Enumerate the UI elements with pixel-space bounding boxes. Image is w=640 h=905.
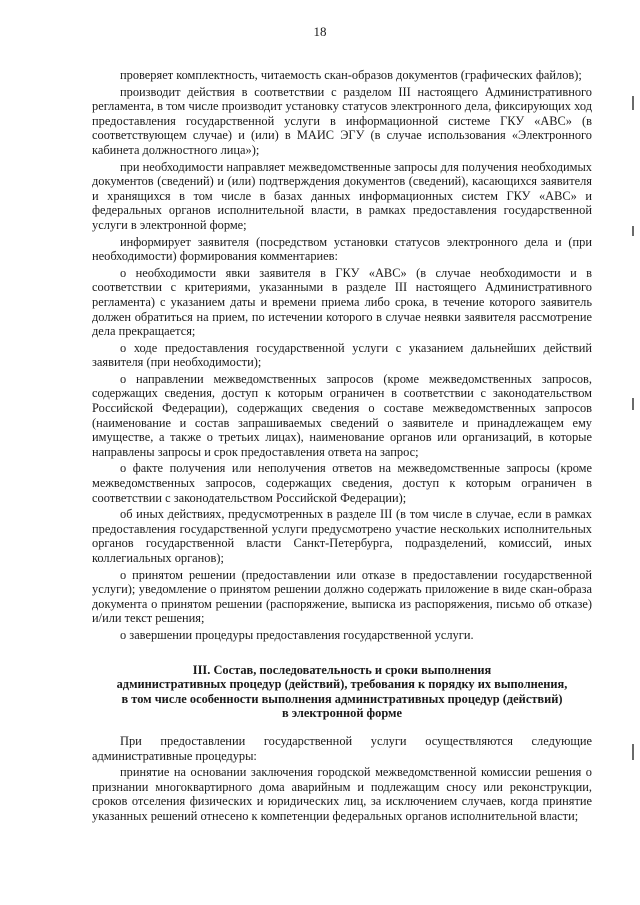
paragraph: при необходимости направляет межведомственные запросы для получения необходимых документов (сведений) и (или) подтверждения документов (сведений), касающихся заявителя и хранящихся в том числе в базах данных информационных систем ГКУ «АВС» и федеральных органов исполнительной власти, в рамках предоставления государственной услуги в электронной форме; (92, 159, 592, 232)
paragraph: проверяет комплектность, читаемость скан-образов документов (графических файлов); (120, 68, 582, 82)
paragraph: о принятом решении (предоставлении или отказе в предоставлении государственной услуги); уведомление о принятом решении должно содержать приложение в виде скан-образа документа о принятом решении (распоряжение, выписка из распоряжения, письмо об отказе) и/или текст решения; (92, 567, 592, 626)
scan-edge-mark (632, 744, 634, 760)
section-heading-line: административных процедур (действий), требования к порядку их выполнения, (116, 677, 568, 692)
paragraph: об иных действиях, предусмотренных в разделе III (в том числе в случае, если в рамках предоставления государственной услуги предусмотрено участие нескольких исполнительных органов государственной власти Санкт-Петербурга, подразделений, комиссий, иных коллегиальных органов); (92, 507, 592, 565)
scan-edge-mark (632, 96, 634, 110)
page-number: 18 (313, 24, 327, 39)
section-heading (92, 663, 592, 721)
scan-edge-mark (632, 226, 634, 236)
paragraph: о необходимости явки заявителя в ГКУ «АВС» (в случае необходимости и в соответствии с критериями, указанными в разделе III настоящего Административного регламента) с указанием даты и времени приема либо срока, в течение которого заявитель должен обратиться на прием, по истечении которого в случае неявки заявителя рассмотрение дела прекращается; (92, 265, 592, 339)
paragraph: принятие на основании заключения городской межведомственной комиссии решения о признании многоквартирного дома аварийным и подлежащим сносу или реконструкции, сроков отселения физических и юридических лиц, за исключением случаев, когда принятие указанных решений отнесено к компетенции федеральных органов исполнительной власти; (92, 765, 592, 823)
section-heading-line: в электронной форме (282, 706, 402, 721)
section-heading-line: III. Состав, последовательность и сроки выполнения (192, 662, 492, 677)
paragraph: производит действия в соответствии с разделом III настоящего Административного регламента, в том числе производит установку статусов электронного дела, фиксирующих ход предоставления государственной услуги в информационной системе ГКУ «АВС» (в соответствующем случае) и (или) в МАИС ЭГУ (в случае использования «Электронного кабинета должностного лица»); (92, 84, 592, 157)
paragraph: о ходе предоставления государственной услуги с указанием дальнейших действий заявителя (при необходимости); (92, 340, 592, 370)
document-body (92, 68, 592, 824)
paragraph: о факте получения или неполучения ответов на межведомственные запросы (кроме межведомственных запросов, содержащих сведения, доступ к которым ограничен в соответствии с законодательством Российской Федерации); (92, 461, 592, 505)
section-heading-line: в том числе особенности выполнения административных процедур (действий) (121, 691, 563, 706)
paragraph: информирует заявителя (посредством установки статусов электронного дела и (при необходимости) формирования комментариев: (92, 234, 592, 264)
paragraph: о завершении процедуры предоставления государственной услуги. (120, 627, 474, 642)
paragraph: о направлении межведомственных запросов (кроме межведомственных запросов, содержащих сведения, доступ к которым ограничен в соответствии с законодательством Российской Федерации), содержащих сведения о составе межведомственных запросов (наименование и состав запрашиваемых сведений о заявителе и принадлежащем ему имуществе, а также о третьих лицах), наименование органов или организаций, в которые направлены запросы и срок предоставления ответа на запрос; (92, 371, 592, 459)
scan-edge-mark (632, 398, 634, 410)
paragraph: При предоставлении государственной услуги осуществляются следующие административные процедуры: (92, 733, 592, 763)
